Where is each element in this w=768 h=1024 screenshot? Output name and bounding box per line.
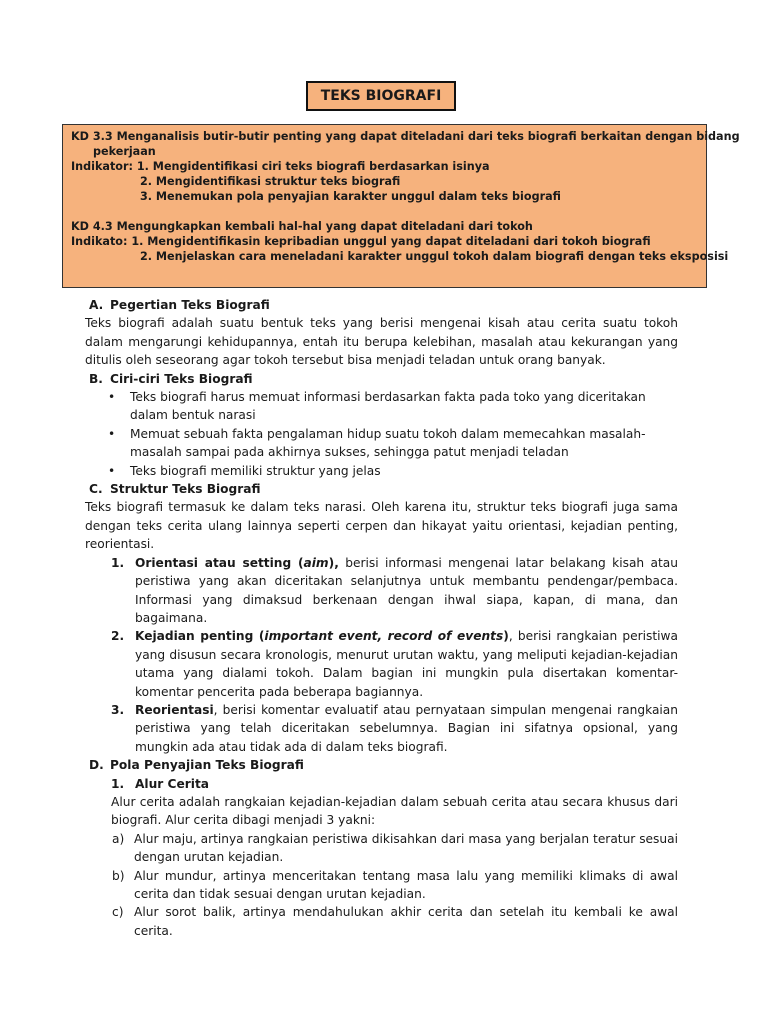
indicator-line: Indikator: 1. Mengidentifikasi ciri teks biografi berdasarkan isinya <box>71 160 490 173</box>
list-item: • Teks biografi memiliki struktur yang jelas <box>130 462 678 480</box>
section-c-heading: C. Struktur Teks Biografi <box>89 482 261 497</box>
indicator-line: 3. Menemukan pola penyajian karakter unggul dalam teks biografi <box>140 190 561 203</box>
section-b-heading: B. Ciri-ciri Teks Biografi <box>89 371 253 386</box>
list-item: 3. Reorientasi, berisi komentar evaluatif atau pernyataan simpulan mengenai rangkaian peristiwa yang telah diceritakan sebelumnya. Bagian ini sifatnya opsional, yang mungkin ada atau tidak ada di dalam teks biografi. <box>111 702 678 754</box>
list-item: 2. Kejadian penting (important event, record of events), berisi rangkaian peristiwa yang disusun secara kronologis, menurut urutan waktu, yang meliputi kejadian-kejadian utama yang dialami tokoh. Dalam bagian ini mungkin pula disertakan komentar-komentar pencerita pada beberapa bagiannya. <box>111 629 678 699</box>
list-item: a) Alur maju, artinya rangkaian peristiwa dikisahkan dari masa yang berjalan teratur sesuai dengan urutan kejadian. <box>112 831 678 865</box>
kd33-line-cont: pekerjaan <box>93 145 156 158</box>
kd43-line: KD 4.3 Mengungkapkan kembali hal-hal yang dapat diteladani dari tokoh <box>71 220 533 233</box>
bullet-icon: • <box>108 390 116 405</box>
subsection-text: Alur cerita adalah rangkaian kejadian-kejadian dalam sebuah cerita atau secara khusus dari biografi. Alur cerita dibagi menjadi 3 yakni: <box>111 794 678 828</box>
bullet-icon: • <box>108 426 116 441</box>
indicator-line: Indikato: 1. Mengidentifikasin kepribadian unggul yang dapat diteladani dari tokoh biografi <box>71 235 651 248</box>
list-item: 1. Orientasi atau setting (aim), berisi informasi mengenai latar belakang kisah atau peristiwa yang akan diceritakan selanjutnya untuk membantu pendengar/pembaca. Informasi yang dimaksud berkenaan dengan ihwal siapa, kapan, di mana, dan bagaimana. <box>111 555 678 625</box>
competency-box <box>62 124 740 288</box>
section-d-heading: D. Pola Penyajian Teks Biografi <box>89 758 304 773</box>
bullet-icon: • <box>108 463 116 478</box>
section-a-text: Teks biografi adalah suatu bentuk teks yang berisi mengenai kisah atau cerita suatu tokoh dalam mengarungi kehidupannya, entah itu berupa kelebihan, masalah atau kekurangan yang ditulis oleh seseorang agar tokoh tersebut bisa menjadi teladan untuk orang banyak. <box>85 316 678 368</box>
list-item: b) Alur mundur, artinya menceritakan tentang masa lalu yang memiliki klimaks di awal cerita dan tidak sesuai dengan urutan kejadian. <box>112 868 678 901</box>
list-item: • Teks biografi harus memuat informasi berdasarkan fakta pada toko yang diceritakan dalam bentuk narasi <box>108 390 646 423</box>
list-item: c) Alur sorot balik, artinya mendahulukan akhir cerita dan setelah itu kembali ke awal cerita. <box>112 905 678 938</box>
indicator-line: 2. Menjelaskan cara meneladani karakter unggul tokoh dalam biografi dengan teks eksposisi <box>140 250 729 263</box>
plot-type-list <box>0 830 768 940</box>
kd33-line: KD 3.3 Menganalisis butir-butir penting yang dapat diteladani dari teks biografi berkaitan dengan bidang <box>71 130 740 143</box>
list-item: • Memuat sebuah fakta pengalaman hidup suatu tokoh dalam memecahkan masalah-masalah sampai pada akhirnya sukses, sehingga patut menjadi teladan <box>108 426 646 460</box>
bullet-list <box>0 388 768 480</box>
section-a-heading: A. Pegertian Teks Biografi <box>89 298 270 312</box>
section-c-text: Teks biografi termasuk ke dalam teks narasi. Oleh karena itu, struktur teks biografi juga sama dengan teks cerita ulang lainnya seperti cerpen dan hikayat yaitu orientasi, kejadian penting, reorientasi. <box>85 500 678 552</box>
page-title: TEKS BIOGRAFI <box>306 81 456 111</box>
subsection-heading: 1. Alur Cerita <box>111 776 209 791</box>
structure-list <box>0 554 768 756</box>
indicator-line: 2. Mengidentifikasi struktur teks biografi <box>140 175 401 188</box>
document-body <box>0 296 768 940</box>
